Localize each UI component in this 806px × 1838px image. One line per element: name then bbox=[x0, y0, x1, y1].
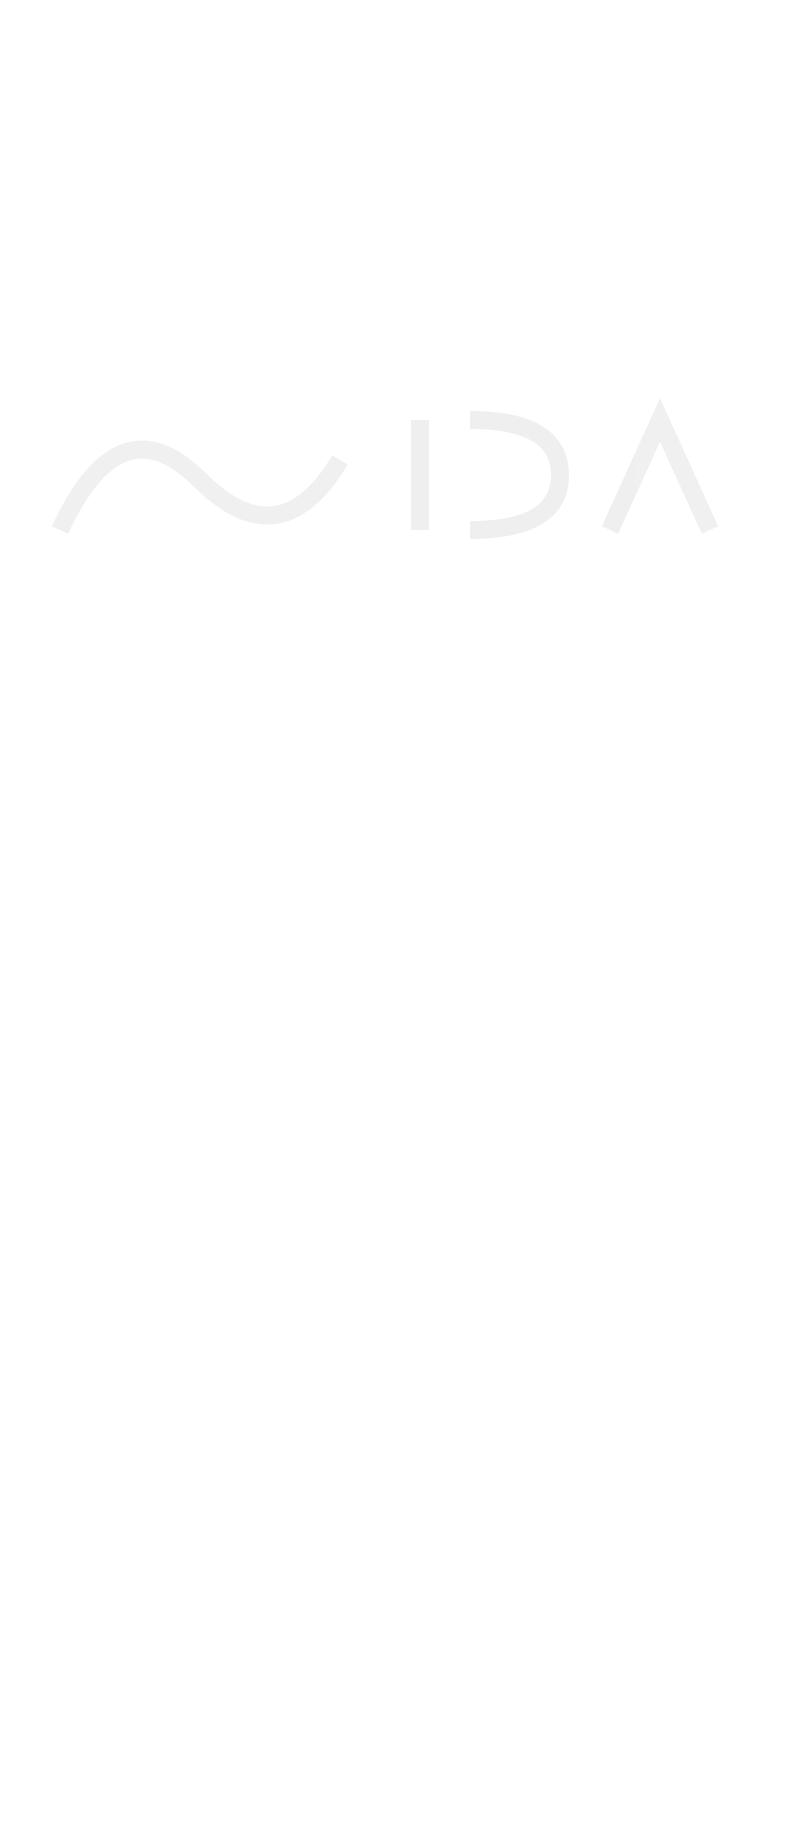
watermark-logo-icon bbox=[0, 360, 806, 580]
notice-meta bbox=[28, 24, 778, 38]
spacer bbox=[28, 130, 778, 240]
spacer bbox=[28, 256, 778, 316]
